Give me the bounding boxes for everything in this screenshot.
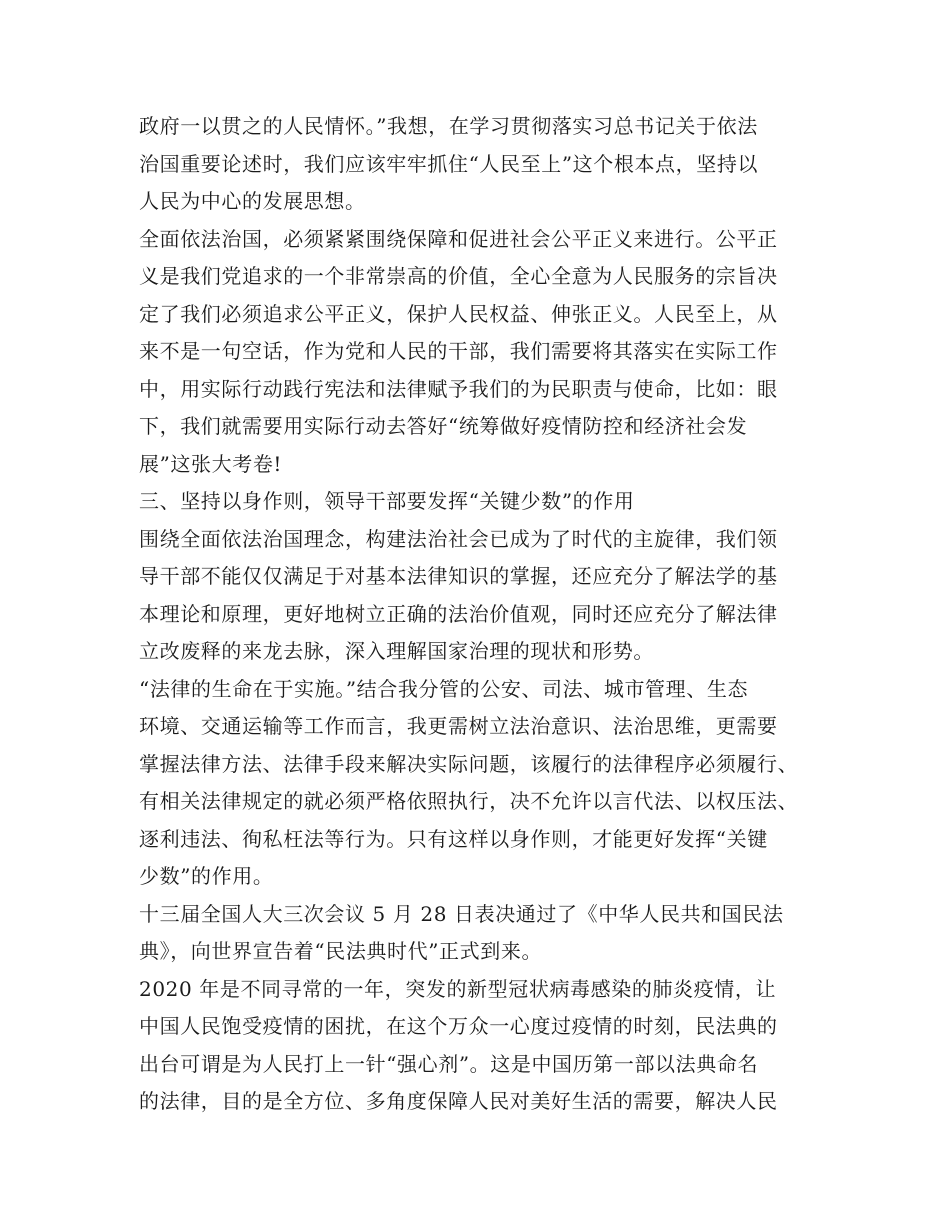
text-line: 中，用实际行动践行宪法和法律赋予我们的为民职责与使命，比如：眼 (139, 376, 778, 401)
text-line: 义是我们党追求的一个非常崇高的价值，全心全意为人民服务的宗旨决 (139, 264, 778, 288)
text-line: 2020 年是不同寻常的一年，突发的新型冠状病毒感染的肺炎疫情，让 (139, 976, 777, 1001)
text-line: 掌握法律方法、法律手段来解决实际问题，该履行的法律程序必须履行、 (139, 751, 799, 776)
text-line: 本理论和原理，更好地树立正确的法治价值观，同时还应充分了解法律 (139, 601, 778, 626)
text-line: 下，我们就需要用实际行动去答好“统筹做好疫情防控和经济社会发 (139, 414, 748, 438)
text-line: 来不是一句空话，作为党和人民的干部，我们需要将其落实在实际工作 (139, 339, 778, 363)
text-line: 典》，向世界宣告着“民法典时代”正式到来。 (139, 939, 543, 963)
text-line: 出台可谓是为人民打上一针“强心剂”。这是中国历第一部以法典命名 (139, 1051, 759, 1076)
text-line: 环境、交通运输等工作而言，我更需树立法治意识、法治思维，更需要 (139, 714, 778, 738)
text-line: 十三届全国人大三次会议 5 月 28 日表决通过了《中华人民共和国民法 (139, 901, 784, 926)
text-line: 逐利违法、徇私枉法等行为。只有这样以身作则，才能更好发挥“关键 (139, 826, 768, 851)
text-line: 立改废释的来龙去脉，深入理解国家治理的现状和形势。 (139, 639, 654, 663)
text-line: 导干部不能仅仅满足于对基本法律知识的掌握，还应充分了解法学的基 (139, 564, 778, 588)
text-line: 的法律，目的是全方位、多角度保障人民对美好生活的需要，解决人民 (139, 1089, 778, 1113)
text-line: 少数”的作用。 (139, 864, 274, 888)
text-line: 全面依法治国，必须紧紧围绕保障和促进社会公平正义来进行。公平正 (139, 226, 778, 251)
text-line: 中国人民饱受疫情的困扰，在这个万众一心度过疫情的时刻，民法典的 (139, 1014, 778, 1038)
text-line: 展”这张大考卷! (139, 451, 283, 476)
text-line: 有相关法律规定的就必须严格依照执行，决不允许以言代法、以权压法、 (139, 789, 799, 813)
document-body (139, 108, 829, 1121)
text-line: 人民为中心的发展思想。 (139, 189, 366, 213)
section-heading: 三、坚持以身作则，领导干部要发挥“关键少数”的作用 (139, 489, 635, 513)
text-line: 定了我们必须追求公平正义，保护人民权益、伸张正义。人民至上，从 (139, 301, 778, 326)
text-line: 政府一以贯之的人民情怀。”我想，在学习贯彻落实习总书记关于依法 (139, 114, 758, 138)
text-line: 治国重要论述时，我们应该牢牢抓住“人民至上”这个根本点，坚持以 (139, 151, 759, 176)
text-line: “法律的生命在于实施。”结合我分管的公安、司法、城市管理、生态 (139, 676, 749, 701)
text-line: 围绕全面依法治国理念，构建法治社会已成为了时代的主旋律，我们领 (139, 526, 778, 551)
